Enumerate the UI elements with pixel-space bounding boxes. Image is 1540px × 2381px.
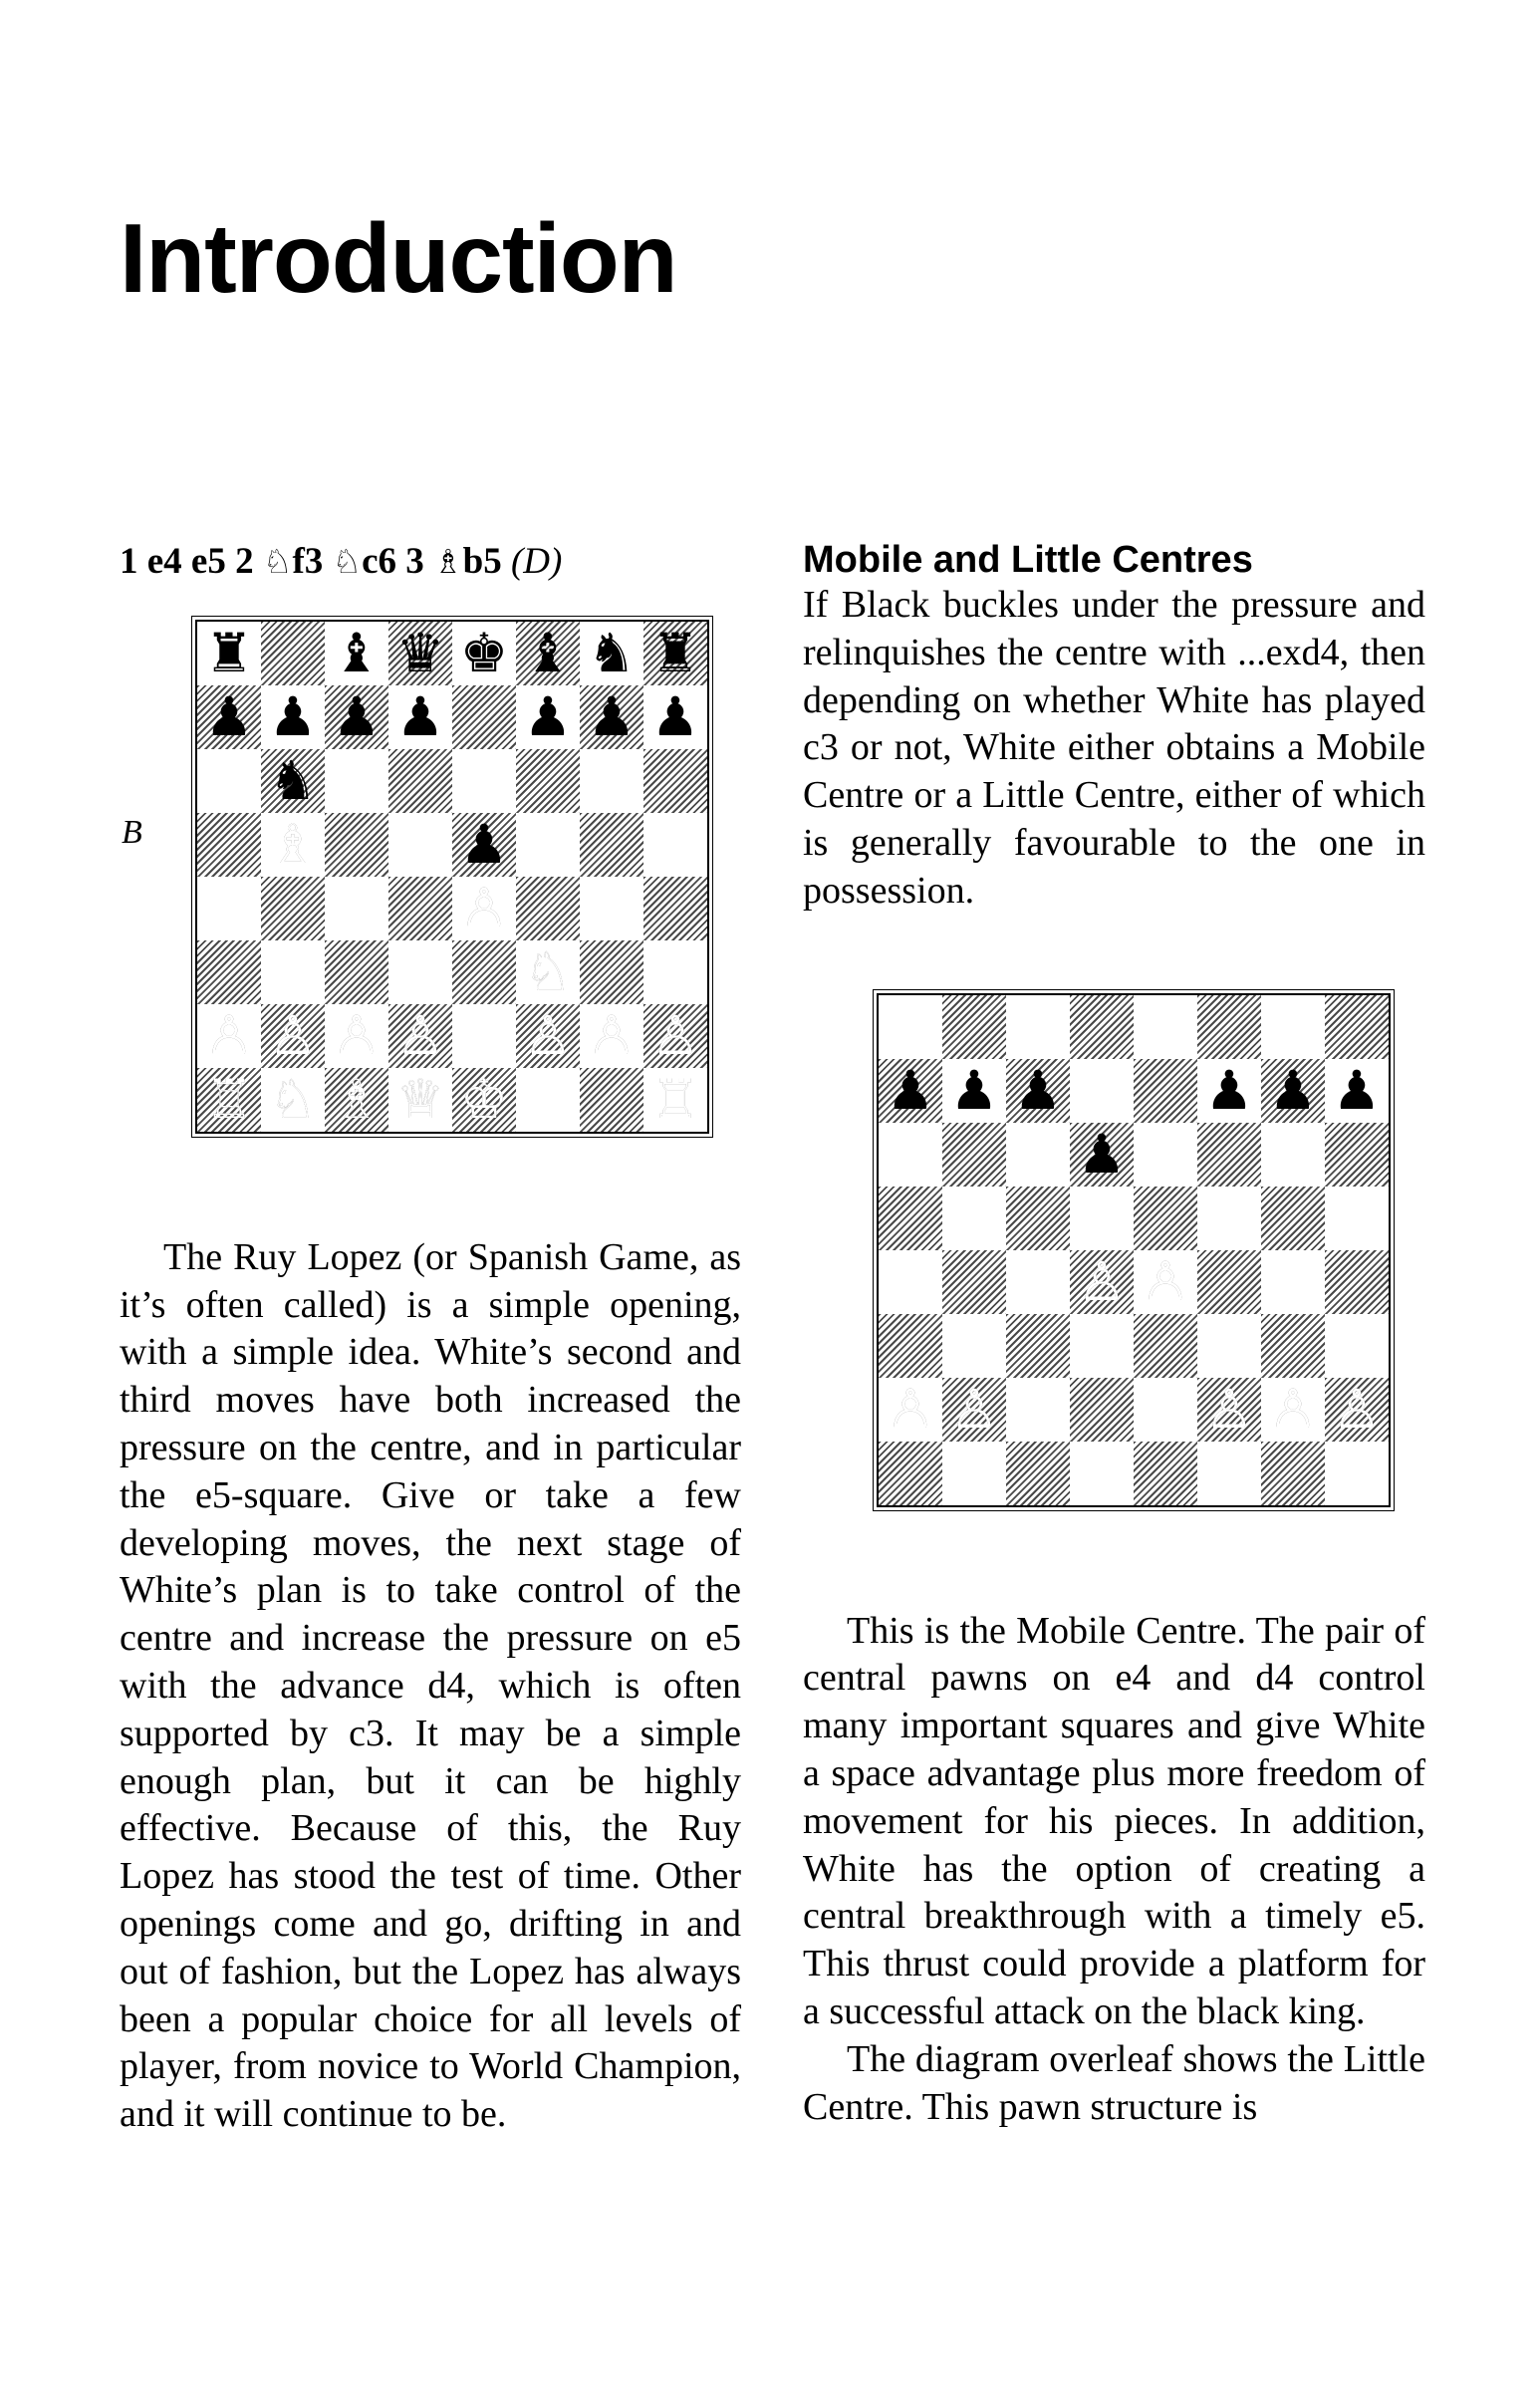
square-d8: [1070, 995, 1134, 1059]
left-column: [120, 538, 741, 2139]
black-piece-icon: ♟: [886, 1058, 935, 1122]
square-f6: [1197, 1123, 1261, 1187]
square-e2: [452, 1004, 516, 1068]
black-piece-icon: ♟: [268, 684, 318, 748]
black-piece-icon: ♜: [650, 621, 700, 684]
square-f1: [516, 1068, 580, 1132]
square-b7: [942, 1059, 1006, 1123]
square-d7: [1070, 1059, 1134, 1123]
black-piece-icon: ♟: [204, 684, 254, 748]
square-b1: [261, 1068, 325, 1132]
square-d8: [388, 622, 452, 685]
white-piece-icon: ♔: [459, 1067, 509, 1131]
square-e6: [1134, 1123, 1197, 1187]
square-f8: [1197, 995, 1261, 1059]
square-c3: [1006, 1314, 1070, 1378]
square-a4: [879, 1250, 942, 1314]
square-f3: [516, 940, 580, 1004]
square-a3: [879, 1314, 942, 1378]
black-piece-icon: ♟: [1077, 1122, 1127, 1186]
diagram-reference: (D): [510, 541, 563, 582]
white-piece-icon: ♙: [949, 1377, 999, 1441]
black-piece-icon: ♟: [650, 684, 700, 748]
square-e4: [1134, 1250, 1197, 1314]
square-h8: [1325, 995, 1389, 1059]
square-d3: [388, 940, 452, 1004]
square-e5: [1134, 1187, 1197, 1250]
square-f1: [1197, 1442, 1261, 1505]
square-a2: [879, 1378, 942, 1442]
black-piece-icon: ♟: [1268, 1058, 1318, 1122]
square-b7: [261, 685, 325, 749]
black-piece-icon: ♟: [949, 1058, 999, 1122]
square-b8: [942, 995, 1006, 1059]
move-sequence: [120, 538, 741, 586]
square-g3: [580, 940, 643, 1004]
square-h6: [643, 749, 707, 813]
white-piece-icon: ♙: [1332, 1377, 1382, 1441]
square-a7: [197, 685, 261, 749]
square-g8: [580, 622, 643, 685]
square-c1: [1006, 1442, 1070, 1505]
square-a8: [879, 995, 942, 1059]
square-d4: [388, 877, 452, 940]
black-piece-icon: ♞: [587, 621, 637, 684]
square-b8: [261, 622, 325, 685]
black-piece-icon: ♜: [204, 621, 254, 684]
square-d5: [388, 813, 452, 877]
square-g4: [580, 877, 643, 940]
square-g6: [580, 749, 643, 813]
square-h4: [643, 877, 707, 940]
black-piece-icon: ♟: [332, 684, 382, 748]
square-e8: [452, 622, 516, 685]
white-piece-icon: ♙: [1268, 1377, 1318, 1441]
square-c5: [325, 813, 388, 877]
square-g5: [580, 813, 643, 877]
white-piece-icon: ♗: [268, 812, 318, 876]
square-h2: [1325, 1378, 1389, 1442]
square-e3: [452, 940, 516, 1004]
square-a4: [197, 877, 261, 940]
square-d1: [388, 1068, 452, 1132]
square-f5: [1197, 1187, 1261, 1250]
moves-text-3: c6 3: [362, 541, 434, 582]
square-h7: [1325, 1059, 1389, 1123]
square-g7: [1261, 1059, 1325, 1123]
square-h3: [1325, 1314, 1389, 1378]
square-f4: [516, 877, 580, 940]
white-piece-icon: ♘: [268, 1067, 318, 1131]
white-piece-icon: ♙: [1141, 1249, 1190, 1313]
square-b2: [261, 1004, 325, 1068]
square-g1: [1261, 1442, 1325, 1505]
moves-text-1: 1 e4 e5 2: [120, 541, 263, 582]
square-g8: [1261, 995, 1325, 1059]
black-piece-icon: ♟: [395, 684, 445, 748]
square-a7: [879, 1059, 942, 1123]
square-a8: [197, 622, 261, 685]
square-h5: [643, 813, 707, 877]
square-h2: [643, 1004, 707, 1068]
square-a1: [879, 1442, 942, 1505]
square-a1: [197, 1068, 261, 1132]
square-d4: [1070, 1250, 1134, 1314]
square-b4: [261, 877, 325, 940]
square-b1: [942, 1442, 1006, 1505]
white-piece-icon: ♙: [1077, 1249, 1127, 1313]
square-e3: [1134, 1314, 1197, 1378]
square-b3: [942, 1314, 1006, 1378]
square-b2: [942, 1378, 1006, 1442]
black-piece-icon: ♝: [523, 621, 573, 684]
square-g5: [1261, 1187, 1325, 1250]
white-piece-icon: ♙: [587, 1003, 637, 1067]
square-g3: [1261, 1314, 1325, 1378]
square-e7: [452, 685, 516, 749]
chess-board-2: [877, 993, 1391, 1507]
diagram-1: [120, 620, 741, 1165]
square-c5: [1006, 1187, 1070, 1250]
moves-text-2: f3: [292, 541, 333, 582]
square-d5: [1070, 1187, 1134, 1250]
black-piece-icon: ♟: [459, 812, 509, 876]
square-h1: [1325, 1442, 1389, 1505]
square-f2: [516, 1004, 580, 1068]
black-piece-icon: ♟: [1204, 1058, 1254, 1122]
square-e8: [1134, 995, 1197, 1059]
square-c6: [325, 749, 388, 813]
chapter-title: Introduction: [120, 203, 677, 313]
square-d2: [1070, 1378, 1134, 1442]
square-f6: [516, 749, 580, 813]
square-h3: [643, 940, 707, 1004]
section-heading: Mobile and Little Centres: [803, 539, 1253, 581]
black-piece-icon: ♚: [459, 621, 509, 684]
black-piece-icon: ♟: [523, 684, 573, 748]
square-f4: [1197, 1250, 1261, 1314]
square-c8: [325, 622, 388, 685]
white-piece-icon: ♙: [650, 1003, 700, 1067]
black-piece-icon: ♛: [395, 621, 445, 684]
square-c7: [325, 685, 388, 749]
square-g1: [580, 1068, 643, 1132]
white-piece-icon: ♙: [395, 1003, 445, 1067]
white-piece-icon: ♕: [395, 1067, 445, 1131]
moves-text-4: b5: [462, 541, 511, 582]
diagram-2: [803, 993, 1425, 1538]
white-piece-icon: ♙: [268, 1003, 318, 1067]
black-piece-icon: ♟: [1332, 1058, 1382, 1122]
square-b5: [942, 1187, 1006, 1250]
right-column: [803, 538, 1425, 2131]
square-d1: [1070, 1442, 1134, 1505]
white-piece-icon: ♙: [1204, 1377, 1254, 1441]
square-g4: [1261, 1250, 1325, 1314]
square-e1: [452, 1068, 516, 1132]
square-a3: [197, 940, 261, 1004]
square-g2: [1261, 1378, 1325, 1442]
square-f5: [516, 813, 580, 877]
square-h8: [643, 622, 707, 685]
knight-symbol-icon: ♘: [332, 542, 363, 581]
square-e2: [1134, 1378, 1197, 1442]
square-h7: [643, 685, 707, 749]
centres-paragraph: If Black buckles under the pressure and relinquishes the centre with ...exd4, then depending on whether White has played c3 or not, White either obtains a Mobile Centre or a Little Centre, either of which is generally favourable to the one in possession.: [803, 584, 1425, 912]
white-piece-icon: ♙: [886, 1377, 935, 1441]
square-c2: [325, 1004, 388, 1068]
ruy-lopez-paragraph: The Ruy Lopez (or Spanish Game, as it’s often called) is a simple opening, with a simple idea. White’s second and third moves have both increased the pressure on the centre, and in particular the e5-square. Give or take a few developing moves, the next stage of White’s plan is to take control of the centre and increase the pressure on e5 with the advance d4, which is often supported by c3. It may be a simple enough plan, but it can be highly effective. Because of this, the Ruy Lopez has stood the test of time. Other openings come and go, drifting in and out of fashion, but the Lopez has always been a popular choice for all levels of player, from novice to World Champion, and it will continue to be.: [120, 1235, 741, 2136]
square-c8: [1006, 995, 1070, 1059]
square-f2: [1197, 1378, 1261, 1442]
square-c4: [325, 877, 388, 940]
square-f8: [516, 622, 580, 685]
square-e4: [452, 877, 516, 940]
square-c1: [325, 1068, 388, 1132]
black-piece-icon: ♟: [1013, 1058, 1063, 1122]
black-piece-icon: ♞: [268, 748, 318, 812]
square-e1: [1134, 1442, 1197, 1505]
square-a5: [879, 1187, 942, 1250]
square-d7: [388, 685, 452, 749]
square-h1: [643, 1068, 707, 1132]
square-g6: [1261, 1123, 1325, 1187]
square-b5: [261, 813, 325, 877]
mobile-centre-paragraph: This is the Mobile Centre. The pair of central pawns on e4 and d4 control many important squares and give White a space advantage plus more freedom of movement for his pieces. In addition, White has the option of creating a central breakthrough with a timely e5. This thrust could provide a platform for a successful attack on the black king.: [803, 1609, 1425, 2032]
square-c6: [1006, 1123, 1070, 1187]
black-piece-icon: ♟: [587, 684, 637, 748]
square-e5: [452, 813, 516, 877]
square-c7: [1006, 1059, 1070, 1123]
side-to-move-label: B: [122, 813, 142, 851]
black-piece-icon: ♝: [332, 621, 382, 684]
square-b6: [261, 749, 325, 813]
square-d6: [1070, 1123, 1134, 1187]
square-b3: [261, 940, 325, 1004]
square-h4: [1325, 1250, 1389, 1314]
square-a2: [197, 1004, 261, 1068]
white-piece-icon: ♙: [332, 1003, 382, 1067]
white-piece-icon: ♙: [523, 1003, 573, 1067]
square-f7: [1197, 1059, 1261, 1123]
square-e7: [1134, 1059, 1197, 1123]
square-e6: [452, 749, 516, 813]
white-piece-icon: ♘: [523, 939, 573, 1003]
square-h5: [1325, 1187, 1389, 1250]
square-a6: [197, 749, 261, 813]
white-piece-icon: ♙: [459, 876, 509, 939]
square-a6: [879, 1123, 942, 1187]
bishop-symbol-icon: ♗: [433, 542, 463, 581]
square-c4: [1006, 1250, 1070, 1314]
square-g7: [580, 685, 643, 749]
square-f7: [516, 685, 580, 749]
white-piece-icon: ♗: [332, 1067, 382, 1131]
square-h6: [1325, 1123, 1389, 1187]
square-c3: [325, 940, 388, 1004]
square-d6: [388, 749, 452, 813]
square-d2: [388, 1004, 452, 1068]
white-piece-icon: ♙: [204, 1003, 254, 1067]
white-piece-icon: ♖: [650, 1067, 700, 1131]
square-d3: [1070, 1314, 1134, 1378]
square-b6: [942, 1123, 1006, 1187]
white-piece-icon: ♖: [204, 1067, 254, 1131]
knight-symbol-icon: ♘: [262, 542, 293, 581]
square-g2: [580, 1004, 643, 1068]
square-a5: [197, 813, 261, 877]
square-b4: [942, 1250, 1006, 1314]
square-c2: [1006, 1378, 1070, 1442]
little-centre-paragraph: The diagram overleaf shows the Little Centre. This pawn structure is: [803, 2037, 1425, 2128]
chess-board-1: [195, 620, 709, 1134]
square-f3: [1197, 1314, 1261, 1378]
